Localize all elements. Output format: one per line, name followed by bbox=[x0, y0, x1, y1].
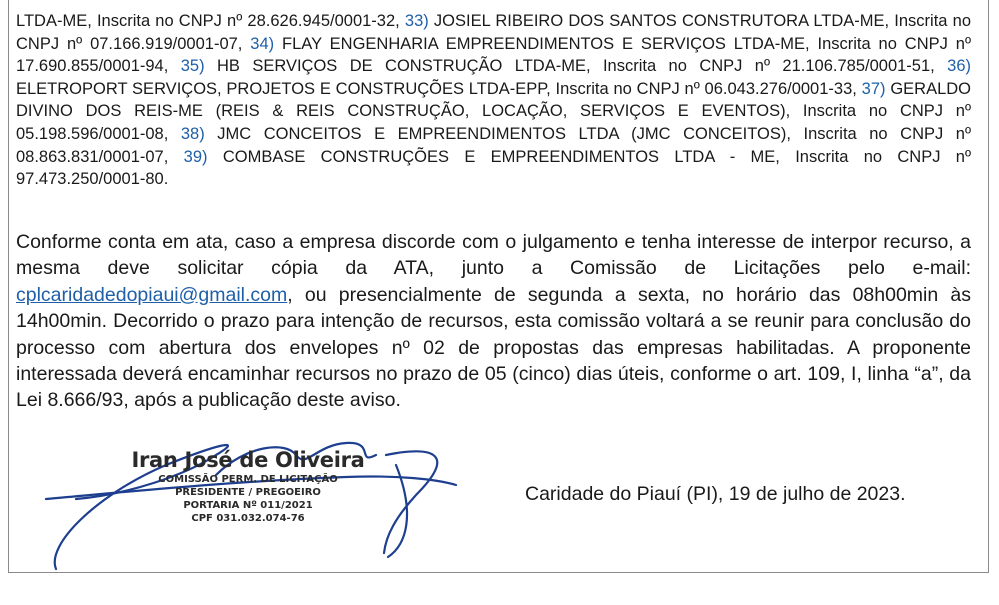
company-list-paragraph bbox=[16, 10, 971, 191]
enumeration-number: 35) bbox=[180, 57, 205, 76]
enumeration-number: 37) bbox=[861, 79, 886, 98]
signatory-name: Iran José de Oliveira bbox=[131, 448, 365, 472]
company-entry-text: ELETROPORT SERVIÇOS, PROJETOS E CONSTRUÇÕES LTDA-EPP, Inscrita no CNPJ nº 06.043.276/0001-33, bbox=[16, 79, 862, 98]
signature-stroke bbox=[384, 451, 437, 553]
place-and-date: Caridade do Piauí (PI), 19 de julho de 2023. bbox=[525, 483, 906, 505]
company-entry-text: JOSIEL RIBEIRO DOS SANTOS CONSTRUTORA LTDA-ME, Inscrita no CNPJ nº 07.166.919/0001-07, bbox=[16, 12, 971, 53]
company-entry-text: HB SERVIÇOS DE CONSTRUÇÃO LTDA-ME, Inscrita no CNPJ nº 21.106.785/0001-51, bbox=[204, 57, 948, 76]
notice-text-after-email: , ou presencialmente de segunda a sexta, no horário das 08h00min às 14h00min. Decorrido o prazo para intenção de recursos, esta comissão voltará a se reunir para conclusão do processo com abertura dos envelopes nº 02 de propostas das empresas habilitadas. A proponente interessada deverá encaminhar recursos no prazo de 05 (cinco) dias úteis, conforme o art. 109, I, linha “a”, da Lei 8.666/93, após a publicação deste aviso. bbox=[16, 283, 971, 412]
signature-block bbox=[16, 425, 506, 573]
enumeration-number: 39) bbox=[183, 147, 208, 166]
company-entry-text: COMBASE CONSTRUÇÕES E EMPREENDIMENTOS LTDA - ME, Inscrita no CNPJ nº 97.473.250/0001-80. bbox=[16, 147, 972, 189]
stamp-ordinance: PORTARIA Nº 011/2021 bbox=[183, 500, 313, 511]
company-entry-text: JMC CONCEITOS E EMPREENDIMENTOS LTDA (JMC CONCEITOS), Inscrita no CNPJ nº 08.863.831/0001-07, bbox=[16, 124, 971, 166]
company-entry-text: LTDA-ME, Inscrita no CNPJ nº 28.626.945/0001-32, bbox=[16, 12, 405, 30]
company-entry-text: GERALDO DIVINO DOS REIS-ME (REIS & REIS CONSTRUÇÃO, LOCAÇÃO, SERVIÇOS E EVENTOS), Inscrita no CNPJ nº 05.198.596/0001-08, bbox=[16, 79, 972, 143]
enumeration-number: 38) bbox=[180, 124, 205, 143]
enumeration-number: 33) bbox=[404, 12, 429, 30]
stamp-committee: COMISSÃO PERM. DE LICITAÇÃO bbox=[158, 474, 338, 485]
stamp-role: PRESIDENTE / PREGOEIRO bbox=[175, 487, 321, 498]
official-stamp bbox=[118, 447, 378, 525]
company-entry-text: FLAY ENGENHARIA EMPREENDIMENTOS E SERVIÇOS LTDA-ME, Inscrita no CNPJ nº 17.690.855/0001-94, bbox=[16, 34, 971, 76]
enumeration-number: 36) bbox=[947, 57, 971, 76]
stamp-cpf: CPF 031.032.074-76 bbox=[191, 513, 305, 524]
contact-email-link[interactable]: cplcaridadedopiaui@gmail.com bbox=[16, 283, 288, 306]
enumeration-number: 34) bbox=[250, 34, 275, 53]
notice-paragraph bbox=[16, 229, 971, 414]
notice-text-before-email: Conforme conta em ata, caso a empresa discorde com o julgamento e tenha interesse de interpor recurso, a mesma deve solicitar cópia da ATA, junto a Comissão de Licitações pelo e-mail: bbox=[16, 231, 971, 280]
